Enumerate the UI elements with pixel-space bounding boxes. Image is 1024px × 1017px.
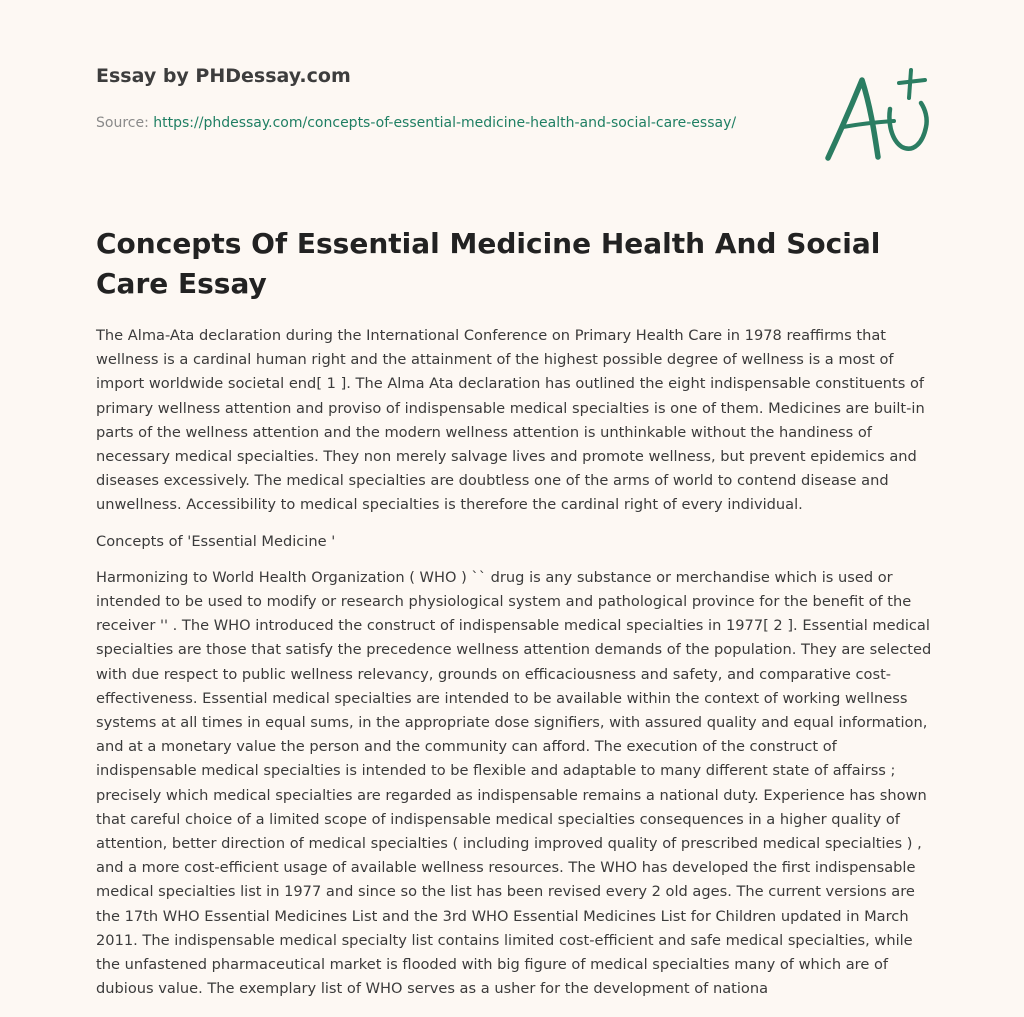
a-plus-logo-icon (822, 66, 934, 170)
essay-body (96, 324, 932, 1013)
section-heading: Concepts of 'Essential Medicine ' (96, 532, 336, 550)
source-link[interactable]: https://phdessay.com/concepts-of-essential-medicine-health-and-social-care-essay/ (153, 115, 737, 131)
essay-title: Concepts Of Essential Medicine Health And Social Care Essay (96, 227, 881, 300)
source-label: Source: (96, 115, 154, 131)
paragraph: Harmonizing to World Health Organization ( WHO ) `` drug is any substance or merchandise which is used or intended to be used to modify or research physiological system and pathological province for the benefit of the receiver '' . The WHO introduced the construct of indispensable medical specialties in 1977[ 2 ]. Essential medical specialties are those that satisfy the precedence wellness attention demands of the population. They are selected with due respect to public wellness relevancy, grounds on efficaciousness and safety, and comparative cost-effectiveness. Essential medical specialties are intended to be available within the context of working wellness systems at all times in equal sums, in the appropriate dose signifiers, with assured quality and equal information, and at a monetary value the person and the community can afford. The execution of the construct of indispensable medical specialties is intended to be flexible and adaptable to many different state of affairss ; precisely which medical specialties are regarded as indispensable remains a national duty. Experience has shown that careful choice of a limited scope of indispensable medical specialties consequences in a higher quality of attention, better direction of medical specialties ( including improved quality of prescribed medical specialties ) , and a more cost-efficient usage of available wellness resources. The WHO has developed the first indispensable medical specialties list in 1977 and since so the list has been revised every 2 old ages. The current versions are the 17th WHO Essential Medicines List and the 3rd WHO Essential Medicines List for Children updated in March 2011. The indispensable medical specialty list contains limited cost-efficient and safe medical specialties, while the unfastened pharmaceutical market is flooded with big figure of medical specialties many of which are of dubious value. The exemplary list of WHO serves as a usher for the development of nationa (96, 568, 932, 998)
source-line (96, 112, 756, 134)
site-title: Essay by PHDessay.com (96, 65, 351, 87)
paragraph: The Alma-Ata declaration during the International Conference on Primary Health Care in 1978 reaffirms that wellness is a cardinal human right and the attainment of the highest possible degree of wellness is a most of import worldwide societal end[ 1 ]. The Alma Ata declaration has outlined the eight indispensable constituents of primary wellness attention and proviso of indispensable medical specialties is one of them. Medicines are built-in parts of the wellness attention and the modern wellness attention is unthinkable without the handiness of necessary medical specialties. They non merely salvage lives and promote wellness, but prevent epidemics and diseases excessively. The medical specialties are doubtless one of the arms of world to contend disease and unwellness. Accessibility to medical specialties is therefore the cardinal right of every individual. (96, 327, 925, 514)
